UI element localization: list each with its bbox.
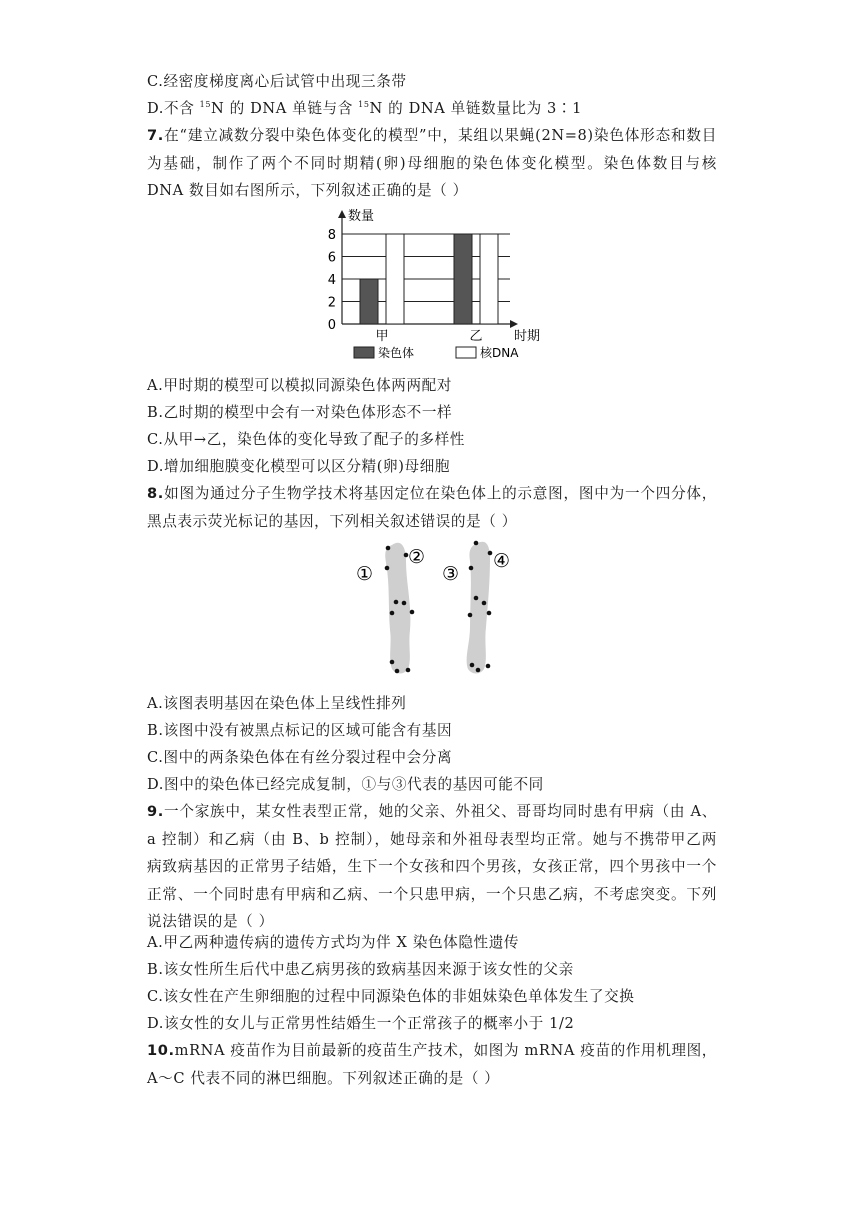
q8-stem	[147, 480, 717, 535]
prev-option-d	[147, 99, 582, 119]
gene-dot	[482, 601, 487, 606]
q7-option-a: A.甲时期的模型可以模拟同源染色体两两配对	[147, 377, 453, 394]
y-tick-label: 6	[327, 250, 336, 266]
q9-option-c: C.该女性在产生卵细胞的过程中同源染色体的非姐妹染色单体发生了交换	[147, 988, 635, 1005]
q7-option-d: D.增加细胞膜变化模型可以区分精(卵)母细胞	[147, 458, 451, 475]
gene-dot	[487, 611, 492, 616]
gene-dot	[469, 566, 474, 571]
gene-dot	[385, 566, 390, 571]
legend-swatch-chromosome	[354, 347, 374, 358]
gene-dot	[406, 668, 411, 673]
isotope-sup: 15	[199, 100, 212, 110]
label-2: ②	[408, 546, 426, 568]
x-axis-label: 时期	[514, 329, 540, 344]
gene-dot	[390, 611, 395, 616]
q8-tetrad-figure	[350, 535, 530, 680]
gene-dot	[468, 613, 473, 618]
q7-stem	[147, 122, 717, 205]
q7-stem-text: 在“建立减数分裂中染色体变化的模型”中，某组以果蝇(2N=8)染色体形态和数目为基础，制作了两个不同时期精(卵)母细胞的染色体变化模型。染色体数目与核 DNA 数目如右图所示，下列叙述正确的是（ ）	[147, 127, 717, 199]
legend-label-dna: 核DNA	[480, 346, 519, 360]
q10-stem	[147, 1037, 717, 1092]
label-1: ①	[356, 563, 374, 585]
gene-dot	[395, 669, 400, 674]
q10-number: 10.	[147, 1042, 175, 1059]
bar-chromosome	[454, 234, 472, 324]
gene-dot	[474, 596, 479, 601]
gene-dot	[394, 600, 399, 605]
gene-dot	[474, 541, 479, 546]
q7-bar-chart	[310, 206, 540, 366]
gene-dot	[402, 601, 407, 606]
bar-chromosome	[360, 279, 378, 324]
q9-option-a: A.甲乙两种遗传病的遗传方式均为伴 X 染色体隐性遗传	[147, 934, 520, 951]
bar-dna	[386, 234, 404, 324]
q8-number: 8.	[147, 485, 164, 502]
q7-option-c: C.从甲→乙，染色体的变化导致了配子的多样性	[147, 431, 465, 448]
gene-dot	[404, 553, 409, 558]
y-tick-label: 2	[327, 295, 336, 311]
q8-stem-text: 如图为通过分子生物学技术将基因定位在染色体上的示意图，图中为一个四分体，黑点表示荧光标记的基因，下列相关叙述错误的是（ ）	[147, 485, 717, 530]
q9-number: 9.	[147, 803, 164, 820]
gene-dot	[386, 546, 391, 551]
prev-option-c: C.经密度梯度离心后试管中出现三条带	[147, 73, 407, 90]
q8-option-c: C.图中的两条染色体在有丝分裂过程中会分离	[147, 749, 453, 766]
label-3: ③	[442, 563, 460, 585]
q8-option-d: D.图中的染色体已经完成复制，①与③代表的基因可能不同	[147, 776, 544, 793]
isotope-sup: 15	[358, 100, 370, 110]
q8-option-b: B.该图中没有被黑点标记的区域可能含有基因	[147, 722, 453, 739]
prev-option-d-prefix: D.不含	[147, 100, 200, 117]
gene-dot	[488, 551, 493, 556]
chromosome-left	[385, 543, 410, 674]
label-4: ④	[493, 550, 511, 572]
q8-option-a: A.该图表明基因在染色体上呈线性排列	[147, 695, 407, 712]
q7-number: 7.	[147, 127, 164, 144]
gene-dot	[410, 610, 415, 615]
x-axis-arrow	[510, 320, 518, 328]
chromosome-right	[467, 542, 490, 674]
bar-dna	[480, 234, 498, 324]
legend-swatch-dna	[456, 347, 476, 358]
legend-label-chromosome: 染色体	[378, 346, 415, 360]
q9-option-b: B.该女性所生后代中患乙病男孩的致病基因来源于该女性的父亲	[147, 961, 574, 978]
gene-dot	[390, 660, 395, 665]
category-label: 乙	[469, 329, 483, 344]
q9-stem	[147, 798, 717, 936]
gene-dot	[486, 664, 491, 669]
q9-stem-text: 一个家族中，某女性表型正常，她的父亲、外祖父、哥哥均同时患有甲病（由 A、a 控制）和乙病（由 B、b 控制），她母亲和外祖母表型均正常。她与不携带甲乙两病致病基因的正常男子结婚，生下一个女孩和四个男孩，女孩正常，四个男孩中一个正常、一个同时患有甲病和乙病、一个只患甲病，一个只患乙病，不考虑突变。下列说法错误的是（ ）	[147, 803, 717, 930]
q10-stem-text: mRNA 疫苗作为目前最新的疫苗生产技术，如图为 mRNA 疫苗的作用机理图，A～C 代表不同的淋巴细胞。下列叙述正确的是（ ）	[147, 1042, 717, 1087]
prev-option-d-suffix: N 的 DNA 单链数量比为 3∶1	[369, 100, 583, 117]
gene-dot	[476, 668, 481, 673]
y-tick-label: 8	[327, 228, 336, 243]
y-tick-label: 0	[327, 318, 336, 333]
y-axis-arrow	[338, 210, 346, 218]
y-tick-label: 4	[327, 273, 336, 288]
gene-dot	[470, 663, 475, 668]
prev-option-d-mid: N 的 DNA 单链与含	[211, 100, 359, 117]
category-label: 甲	[375, 329, 389, 344]
y-axis-label: 数量	[348, 209, 375, 224]
q7-option-b: B.乙时期的模型中会有一对染色体形态不一样	[147, 404, 453, 421]
q9-option-d: D.该女性的女儿与正常男性结婚生一个正常孩子的概率小于 1/2	[147, 1015, 575, 1032]
